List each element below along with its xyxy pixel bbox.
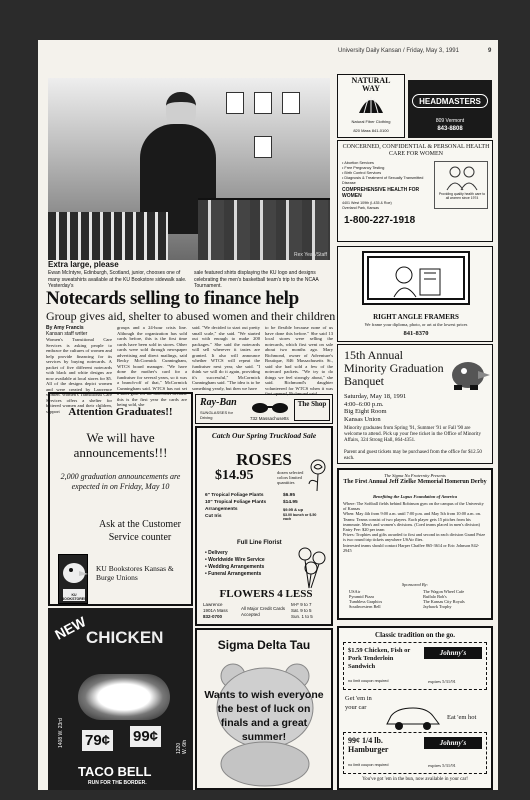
building-window	[226, 92, 244, 114]
sponsor-item: The Wagon Wheel Cafe	[423, 589, 465, 594]
roses-price-note: dozen selected colors limited quantities	[277, 470, 304, 485]
the-shop-logo: The Shop	[294, 399, 330, 421]
coupon-1-note: no limit coupon required	[348, 679, 389, 683]
health-services	[342, 161, 430, 186]
natural-way-ad	[337, 74, 405, 138]
derby-sponsored-by: Sponsored By:	[401, 582, 429, 587]
service-label: Diagnosis & Treatment of Sexually Transmitted Disease	[342, 176, 424, 185]
caption-right: sale featured shirts displaying the KU logo and designs celebrating the men's basketball team's trip to the NCAA Tournament.	[194, 270, 319, 289]
full-line-florist: Full Line Florist	[237, 540, 282, 546]
article-byline-role: Kansan staff writer	[46, 331, 88, 337]
coupon-1-offer: $1.59 Chicken, Fish or Pork Tenderloin Sandwich	[348, 647, 411, 670]
johnnys-logo: Johnny's	[424, 647, 482, 659]
health-note: Providing quality health care to all women since 1974	[438, 192, 486, 200]
taco-address-2: 1220 W. 6th	[176, 739, 188, 754]
flowers-hours-3: Sun. 1 to 5	[291, 614, 313, 619]
service-item: • Diagnosis & Treatment of Sexually Transmitted Disease	[342, 176, 424, 185]
service-label: Delivery	[208, 550, 228, 556]
framed-artwork-icon	[364, 253, 468, 303]
grad-ad-line4: KU Bookstores Kansas & Burge Unions	[96, 564, 174, 582]
derby-details	[343, 501, 487, 553]
health-city: Overland Park, Kansas	[342, 206, 379, 210]
price-tag-1: 79¢	[82, 730, 113, 751]
service-item: • Funeral Arrangements	[205, 571, 262, 577]
sponsor-item: Tumbless Graphics	[349, 599, 383, 604]
derby-prizes: Prizes: Trophies and gifts awarded to first and second in each division Grand Prize is two round trip tickets anywhere USAir flies.	[343, 532, 486, 543]
price-row-label: 6" Tropical Foliage Plants	[205, 493, 264, 498]
women-silhouette-icon	[435, 162, 489, 192]
paper-date: Friday, May 3, 1991	[406, 48, 459, 54]
banquet-time: 4:00–6:00 p.m.	[344, 400, 384, 408]
health-title: CONCERNED, CONFIDENTIAL & PERSONAL HEALTH CARE FOR WOMEN	[342, 144, 490, 157]
caption-left: Ewan McIntyre, Edinburgh, Scotland, junior, chooses one of many sweatshirts available at the KU Bookstore sidewalk sale. Yesterday's	[48, 270, 187, 289]
florist-services	[205, 550, 289, 578]
news-photo	[48, 78, 330, 260]
sunglasses-icon	[250, 401, 290, 415]
article-column-1: Women's Transitional Care Services is asking people to embrace the cultures of women and help provide financing for its services by buying notecards. A packet of five different notecards with black and white designs are now available at local stores for $5. All of the designs depict women and were created by Lawrence women. Women's Transitional Care Services offers a shelter for battered women and their children, support	[46, 337, 112, 414]
flower-bouquet-icon	[293, 544, 331, 588]
rose-icon	[305, 458, 331, 492]
right-angle-framers-ad	[337, 246, 493, 342]
grad-ad-line1: We will have announcements!!!	[73, 430, 168, 460]
banquet-details	[344, 393, 406, 423]
bookstore-logo-text: KU BOOKSTORES	[61, 593, 87, 601]
service-label: Free Pregnancy Testing	[344, 166, 385, 170]
johnnys-eat-em: Eat 'em hot	[447, 714, 477, 721]
natural-way-title: NATURAL WAY	[351, 76, 391, 93]
price-row-value: $6.95	[283, 493, 296, 498]
womens-health-ad	[337, 140, 493, 242]
derby-contact: Interested teams should contact Harper Chaffee 865-3614 or Eric Johnson 842-2945	[343, 542, 480, 553]
sponsor-item: Southwestern Bell	[349, 604, 381, 609]
paper-name: University Daily Kansan	[338, 48, 402, 54]
johnnys-logo: Johnny's	[424, 737, 482, 749]
article-column-3: said. "We decided to start out pretty small scale," she said. "We started out with enough to make 200 packages." She said the notecards will sell wherever it tastes are granted. It also will announce whether WTCS will repeat the fundraiser next year, she said. "I think we will do it again, providing it's successful," McCormick Cunningham said. "The idea is to be something yearly, but then we have	[192, 325, 260, 391]
price-row-value: $9.95 & up	[283, 507, 304, 512]
derby-title: The First Annual Jeff Zielke Memorial Homerun Derby	[343, 479, 487, 485]
framers-phone: 841-8370	[403, 330, 429, 337]
johnnys-coupon-1	[343, 642, 487, 690]
headmasters-phone: 843-8808	[437, 126, 463, 132]
flowers-hours-1: M-F 9 to 7	[291, 602, 312, 607]
car-icon	[383, 704, 443, 732]
grad-ad-line3: Ask at the Customer Service counter	[99, 519, 181, 543]
johnnys-get-em: Get 'em in your car	[345, 695, 372, 711]
photo-caption-title: Extra large, please	[48, 260, 119, 269]
page-number: 9	[488, 48, 492, 54]
article-byline: By Amy Francis	[46, 325, 84, 331]
price-row-label: Cut Iris	[205, 514, 222, 519]
health-center: COMPREHENSIVE HEALTH FOR WOMEN	[342, 187, 420, 199]
coupon-2-offer: 99¢ 1/4 lb. Hamburger	[348, 736, 389, 754]
rayban-logo: Ray-Ban	[200, 397, 237, 408]
natural-way-address: 820 Mass 841-0100	[353, 128, 389, 133]
banquet-body: Minority graduates from Spring '91, Summer '91 or Fall '90 are welcome to attend. Pick up your free ticket in the Office of Minority Affairs, 324 Strong Hall, 864-4351.	[344, 426, 481, 443]
flowers-intro: Catch Our Spring Truckload Sale	[211, 431, 317, 440]
grad-ad-title: Attention Graduates!!	[68, 406, 173, 418]
framers-name: RIGHT ANGLE FRAMERS	[373, 313, 459, 321]
jayhawk-bookstore-logo	[58, 554, 88, 604]
building-window	[282, 92, 300, 114]
price-row	[205, 499, 315, 506]
price-tag-2: 99¢	[130, 726, 161, 747]
flowers-phone: 832-0700	[203, 614, 223, 619]
flowers-city: Lawrence	[203, 602, 223, 607]
flowers-hours-2: Sat. 9 to 5	[291, 608, 312, 613]
sponsor-item: The Kansas City Royals	[423, 599, 465, 604]
service-item: • Delivery	[205, 550, 228, 556]
service-item: • Free Pregnancy Testing	[342, 166, 385, 170]
framers-line: We frame your diploma, photo, or art at the lowest prices	[364, 322, 468, 327]
new-banner: NEW	[52, 613, 89, 643]
banquet-place: Big Eight Room	[344, 408, 387, 415]
derby-where: Where: The Softball fields behind Robinson gym on the campus of the University of Kansas	[343, 501, 484, 512]
service-item: • Abortion Services	[342, 161, 374, 165]
derby-entry: Entry Fee: $20 per team	[343, 527, 385, 533]
sweatshirt-stack	[198, 198, 330, 260]
page-header: University Daily Kansan / Friday, May 3, 1991 9	[338, 48, 492, 54]
photo-credit: Rex Yeah/Staff	[294, 252, 327, 258]
grad-ad-line2: 2,000 graduation announcements are expected in on Friday, May 10	[60, 472, 181, 491]
building-window	[254, 136, 272, 158]
price-row	[205, 492, 315, 499]
article-headline: Notecards selling to finance help	[46, 288, 299, 309]
derby-sponsors-left	[349, 589, 409, 609]
service-item: • Wedding Arrangements	[205, 564, 265, 570]
health-phone: 1-800-227-1918	[344, 215, 416, 226]
service-label: Wedding Arrangements	[208, 564, 265, 570]
service-item: • Worldwide Wire Service	[205, 557, 265, 563]
roses-price: $14.95	[215, 468, 254, 483]
rayban-sub: SUNGLASSES for Driving	[200, 410, 233, 420]
price-row	[205, 513, 315, 520]
banquet-footer: Parent and guest tickets may be purchased from the office for $12.50 each.	[344, 450, 482, 461]
coupon-1-expires: expires 5/31/91	[428, 679, 456, 684]
headmasters-logo: HEADMASTERS	[412, 94, 488, 108]
service-label: Worldwide Wire Service	[208, 557, 265, 563]
price-row-label: Arrangements	[205, 507, 238, 512]
sdt-message: Wants to wish everyone the best of luck on finals and a great summer!	[204, 689, 324, 743]
jayhawk-icon	[448, 355, 490, 391]
banquet-venue: Kansas Union	[344, 415, 381, 423]
service-item: • Birth Control Services	[342, 171, 382, 175]
flowers-4-less-name: FLOWERS 4 LESS	[219, 588, 313, 600]
taco-bell-ad	[48, 608, 193, 790]
rayban-address: 732 Massachusetts	[250, 416, 289, 421]
johnnys-coupon-2	[343, 732, 487, 774]
service-label: Funeral Arrangements	[208, 571, 262, 577]
headmasters-ad	[408, 80, 492, 138]
derby-benefit: Benefiting the Lupus Foundation of America	[373, 494, 457, 499]
banquet-date: Saturday, May 18, 1991	[344, 393, 407, 400]
health-logo-box	[434, 161, 488, 209]
coupon-2-note: no limit coupon required	[348, 763, 389, 767]
coupon-2-expires: expires 5/31/91	[428, 763, 456, 768]
taco-bell-slogan: RUN FOR THE BORDER.	[88, 780, 147, 786]
derby-when: When: May 4th from 9:00 a.m. until 7:00 p.m. and May 5th from 10:00 a.m. on.	[343, 511, 481, 517]
framed-picture	[362, 251, 470, 305]
student-head	[166, 92, 196, 128]
taco-address-1: 1408 W. 23rd	[58, 718, 64, 748]
graduation-announcements-ad	[48, 392, 193, 606]
minority-banquet-ad	[337, 344, 493, 464]
johnnys-footer: You've got 'em in the bun, now available in your car!	[362, 777, 468, 782]
natural-way-line: Natural Fiber Clothing	[351, 119, 391, 124]
homerun-derby-ad	[337, 468, 493, 620]
shell-logo-icon	[356, 93, 386, 117]
taco-bell-logo: TACO BELL	[78, 764, 152, 779]
price-row-value: $3.00 bunch or $.50 each	[283, 513, 317, 521]
johnnys-title: Classic tradition on the go.	[375, 631, 455, 639]
chicken-taco-image	[78, 674, 170, 720]
sdt-title: Sigma Delta Tau	[217, 638, 311, 652]
derby-sponsors-right	[423, 589, 489, 609]
flowers-4-less-ad	[195, 426, 333, 626]
sponsor-item: Jayhawk Trophy	[423, 604, 452, 609]
chicken-title: CHICKEN	[86, 628, 164, 647]
article-column-2: groups and a 24-hour crisis line. Although the organization has sold cards before, this is the first time cards have been sold in stores. Other cards were sold through newspaper advertising and direct mailings, said Becky McCormick Cunningham, WTCS board manager. "We have done the mother's card for a fundraiser for several years, so it was a branch-off of that," McCormick Cunningham said. WTCS has not set a sales goal for the notecards because this is the first year the cards are being sold, she	[117, 325, 187, 407]
flower-price-list	[205, 492, 315, 520]
flowers-cards: All Major Credit Cards Accepted	[241, 606, 286, 617]
price-row	[205, 506, 315, 513]
service-label: Abortion Services	[344, 161, 374, 165]
flowers-address: 1901A Mass	[203, 608, 228, 613]
article-subhead: Group gives aid, shelter to abused women and their children	[46, 309, 336, 323]
building-window	[254, 92, 272, 114]
johnnys-ad	[337, 626, 493, 790]
rayban-ad	[195, 394, 333, 424]
banquet-title: 15th Annual Minority Graduation Banquet	[344, 348, 444, 388]
sponsor-item: Pyramid Pizza	[349, 594, 374, 599]
article-column-4: to be flexible because none of us have done this before." She said 13 local stores were selling the notecards, which first went on sale about two months ago. Mary Richmond, owner of Adventure's Boutique, 846 Massachusetts St., said she had sold a few of the notecard packets. "We try to do things we feel strongly about," she said. Richmond's daughter volunteered for WTCS when it was first opened, Richmond said.	[265, 325, 333, 396]
service-label: Birth Control Services	[344, 171, 382, 175]
health-address: 4401 West 109th (I-435 & Roe)	[342, 201, 392, 205]
price-row-label: 10" Tropical Foliage Plants	[205, 500, 267, 505]
derby-intro: The Sigma Nu Fraternity Presents	[384, 473, 446, 478]
roses-title: ROSES	[236, 450, 292, 469]
sponsor-item: USAir	[349, 589, 361, 594]
newspaper-page	[38, 40, 498, 790]
sweatshirt-stack	[48, 212, 168, 260]
sigma-delta-tau-ad	[195, 628, 333, 790]
price-row-value: $14.95	[283, 500, 298, 505]
sponsor-item: Buffalo Bob's	[423, 594, 447, 599]
headmasters-address: 809 Vermont	[435, 118, 465, 124]
derby-teams: Teams: Teams consist of two players. Each player gets 15 pitches from his teammate. Men's and women's divisions. (Coed teams placed in men's division)	[343, 516, 480, 527]
